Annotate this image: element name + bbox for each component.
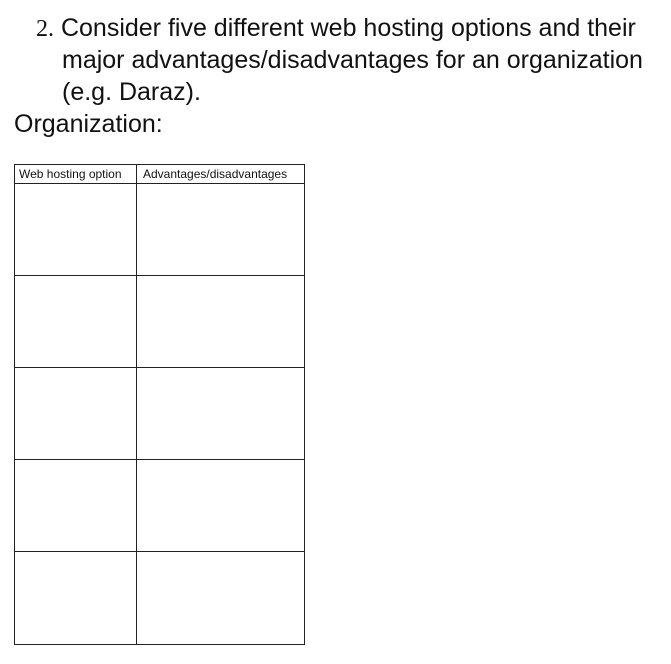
advantages-cell-1[interactable] <box>137 184 305 276</box>
table-row <box>15 460 305 552</box>
question-text-line-1: Consider five different web hosting options and their <box>60 14 636 42</box>
hosting-option-cell-2[interactable] <box>15 276 137 368</box>
question-line-1 <box>36 12 636 45</box>
hosting-option-cell-5[interactable] <box>15 552 137 645</box>
header-advantages-disadvantages: Advantages/disadvantages <box>137 165 305 184</box>
table-header-row <box>15 165 305 184</box>
question-number: 2. <box>36 16 54 42</box>
hosting-option-cell-1[interactable] <box>15 184 137 276</box>
table-row <box>15 184 305 276</box>
table-row <box>15 368 305 460</box>
advantages-cell-5[interactable] <box>137 552 305 645</box>
question-text-line-3: (e.g. Daraz). <box>62 78 201 106</box>
hosting-options-table <box>14 164 305 645</box>
advantages-cell-4[interactable] <box>137 460 305 552</box>
organization-label: Organization: <box>14 110 163 138</box>
question-text-line-2: major advantages/disadvantages for an organization <box>62 46 643 74</box>
advantages-cell-2[interactable] <box>137 276 305 368</box>
table-row <box>15 276 305 368</box>
header-web-hosting-option: Web hosting option <box>15 165 137 184</box>
hosting-option-cell-4[interactable] <box>15 460 137 552</box>
advantages-cell-3[interactable] <box>137 368 305 460</box>
table-row <box>15 552 305 645</box>
hosting-option-cell-3[interactable] <box>15 368 137 460</box>
